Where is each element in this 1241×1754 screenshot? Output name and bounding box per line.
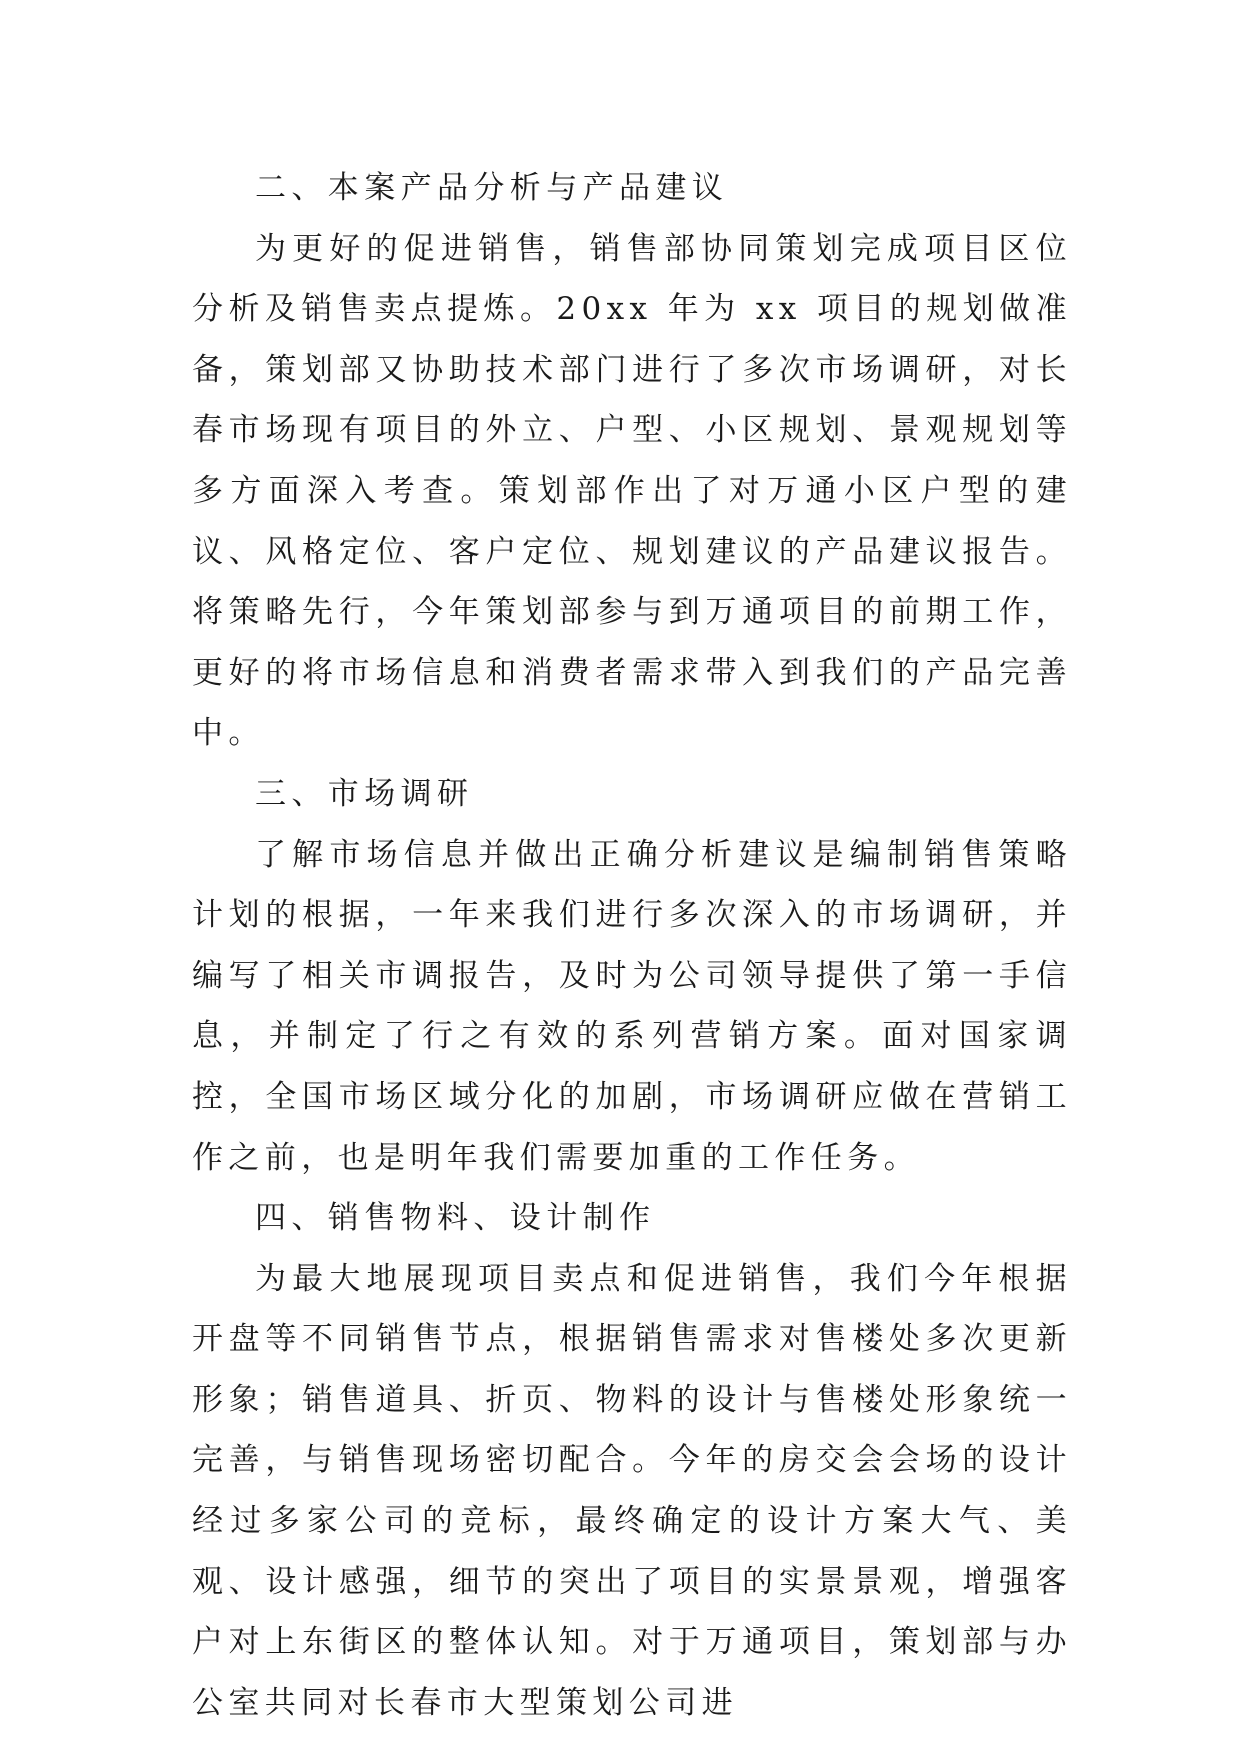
document-body [192, 158, 1072, 1733]
section-heading-sales-materials: 四、销售物料、设计制作 [255, 1200, 656, 1237]
section-heading-product-analysis: 二、本案产品分析与产品建议 [255, 170, 729, 206]
section-heading-market-research: 三、市场调研 [255, 775, 474, 812]
paragraph-sales-materials: 为最大地展现项目卖点和促进销售，我们今年根据开盘等不同销售节点，根据销售需求对售楼处多次更新形象；销售道具、折页、物料的设计与售楼处形象统一完善，与销售现场密切配合。今年的房交会会场的设计经过多家公司的竞标，最终确定的设计方案大气、美观、设计感强，细节的突出了项目的实景景观，增强客户对上东街区的整体认知。对于万通项目，策划部与办公室共同对长春市大型策划公司进 [192, 1260, 1072, 1721]
paragraph-product-analysis: 为更好的促进销售，销售部协同策划完成项目区位分析及销售卖点提炼。20xx 年为 xx 项目的规划做准备，策划部又协助技术部门进行了多次市场调研，对长春市场现有项目的外立、户型、小区规划、景观规划等多方面深入考查。策划部作出了对万通小区户型的建议、风格定位、客户定位、规划建议的产品建议报告。将策略先行，今年策划部参与到万通项目的前期工作，更好的将市场信息和消费者需求带入到我们的产品完善中。 [192, 230, 1072, 752]
paragraph-market-research: 了解市场信息并做出正确分析建议是编制销售策略计划的根据，一年来我们进行多次深入的市场调研，并编写了相关市调报告，及时为公司领导提供了第一手信息，并制定了行之有效的系列营销方案。面对国家调控，全国市场区域分化的加剧，市场调研应做在营销工作之前，也是明年我们需要加重的工作任务。 [192, 836, 1072, 1176]
